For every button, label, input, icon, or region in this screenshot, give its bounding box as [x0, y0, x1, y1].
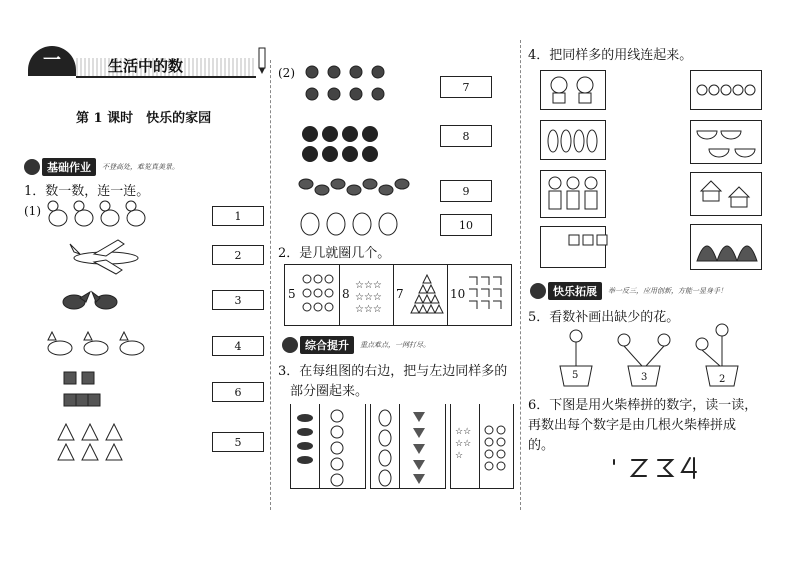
bears-picture	[547, 75, 599, 105]
brackets-picture	[467, 275, 509, 315]
foxes-picture	[44, 330, 154, 360]
houses-picture	[699, 179, 755, 211]
q2-number: 5	[288, 287, 296, 301]
section-icon	[24, 159, 40, 175]
section-motto: 不登高处，难览真美景。	[102, 163, 179, 171]
q4-left-box	[540, 120, 606, 160]
section-label: 快乐拓展	[548, 282, 602, 300]
svg-text:☆☆☆: ☆☆☆	[355, 280, 382, 291]
pears-picture	[375, 408, 395, 486]
column-divider	[270, 60, 271, 510]
svg-text:☆☆☆: ☆☆☆	[355, 292, 382, 303]
carrots-picture	[409, 408, 429, 486]
q5-text: 5．看数补画出缺少的花。	[528, 310, 680, 325]
airplane-picture	[66, 240, 146, 276]
circles-picture	[483, 424, 509, 470]
matchstick-digits	[610, 456, 710, 482]
section-label: 基础作业	[42, 158, 96, 176]
answer-box: 9	[440, 180, 492, 202]
trees-picture	[56, 422, 130, 464]
q1-text: 1．数一数，连一连。	[24, 184, 150, 199]
q6-line1: 6．下图是用火柴棒拼的数字，读一读，	[528, 398, 758, 413]
q2-text: 2．是几就圈几个。	[278, 246, 391, 261]
section-icon	[282, 337, 298, 353]
q4-left-box	[540, 226, 606, 268]
chapter-title: 生活中的数	[108, 57, 184, 75]
q1-part2-label: (2)	[278, 66, 295, 80]
answer-box: 6	[212, 382, 264, 402]
answer-box: 8	[440, 125, 492, 147]
q3-group-3	[450, 404, 514, 489]
section-comprehensive-header	[282, 336, 430, 354]
stars-picture	[455, 426, 479, 466]
q6-line2: 再数出每个数字是由几根火柴棒拼成	[528, 418, 737, 433]
answer-box: 4	[212, 336, 264, 356]
section-extension-header	[530, 282, 727, 300]
section-motto: 举一反三，应用创新，方能一显身手！	[608, 287, 727, 295]
q1-part1-label: (1)	[24, 204, 41, 218]
q4-right-box	[690, 120, 762, 164]
section-basic-header	[24, 158, 179, 176]
chapter-badge: 一	[28, 46, 76, 76]
mushrooms-picture	[296, 176, 416, 202]
answer-box: 2	[212, 245, 264, 265]
q4-left-box	[540, 70, 606, 110]
section-icon	[530, 283, 546, 299]
q6-line3: 的。	[528, 438, 555, 453]
pencil-icon	[254, 46, 270, 76]
birds-picture	[60, 288, 126, 314]
q3-line2: 部分圈起来。	[290, 384, 369, 399]
circles-picture	[301, 273, 335, 317]
svg-text:☆☆☆: ☆☆☆	[355, 304, 382, 315]
chicks-picture	[44, 198, 154, 232]
q4-right-box	[690, 224, 762, 270]
q2-number: 7	[396, 287, 404, 301]
apples-picture	[327, 408, 347, 486]
circles-picture	[695, 83, 759, 97]
q2-grid	[284, 264, 512, 326]
q4-left-box	[540, 170, 606, 218]
svg-text:☆: ☆	[455, 451, 464, 461]
dolls-picture	[62, 370, 102, 410]
answer-box: 5	[212, 432, 264, 452]
q4-right-box	[690, 70, 762, 110]
pot-number: 5	[572, 370, 579, 381]
q2-number: 8	[342, 287, 350, 301]
q4-text: 4．把同样多的用线连起来。	[528, 48, 693, 63]
svg-text:☆☆: ☆☆	[455, 439, 472, 449]
column-divider	[520, 40, 521, 510]
svg-text:☆☆: ☆☆	[455, 427, 472, 437]
fish-picture	[295, 412, 315, 476]
q3-group-1	[290, 404, 366, 489]
flowers-picture	[302, 64, 392, 108]
answer-box: 3	[212, 290, 264, 310]
q3-group-2	[370, 404, 446, 489]
leaves-picture	[298, 212, 408, 238]
section-label: 综合提升	[300, 336, 354, 354]
q2-number: 10	[450, 287, 466, 301]
answer-box: 1	[212, 206, 264, 226]
bowls-picture	[695, 125, 759, 161]
squares-picture	[569, 235, 613, 247]
q3-line1: 3．在每组图的右边，把与左边同样多的	[278, 364, 508, 379]
lesson-title: 第 1 课时 快乐的家园	[76, 111, 212, 126]
section-motto: 重点难点，一网打尽。	[360, 341, 430, 349]
children-picture	[545, 175, 601, 213]
shells-picture	[695, 231, 759, 265]
pot-number: 2	[719, 374, 726, 385]
eggplants-picture	[545, 127, 601, 153]
q4-right-box	[690, 172, 762, 216]
chapter-banner	[28, 52, 258, 76]
answer-box: 7	[440, 76, 492, 98]
stars-picture	[355, 279, 391, 313]
pot-number: 3	[641, 372, 648, 383]
watermelons-picture	[300, 124, 396, 166]
answer-box: 10	[440, 214, 492, 236]
triangles-picture	[409, 273, 445, 317]
